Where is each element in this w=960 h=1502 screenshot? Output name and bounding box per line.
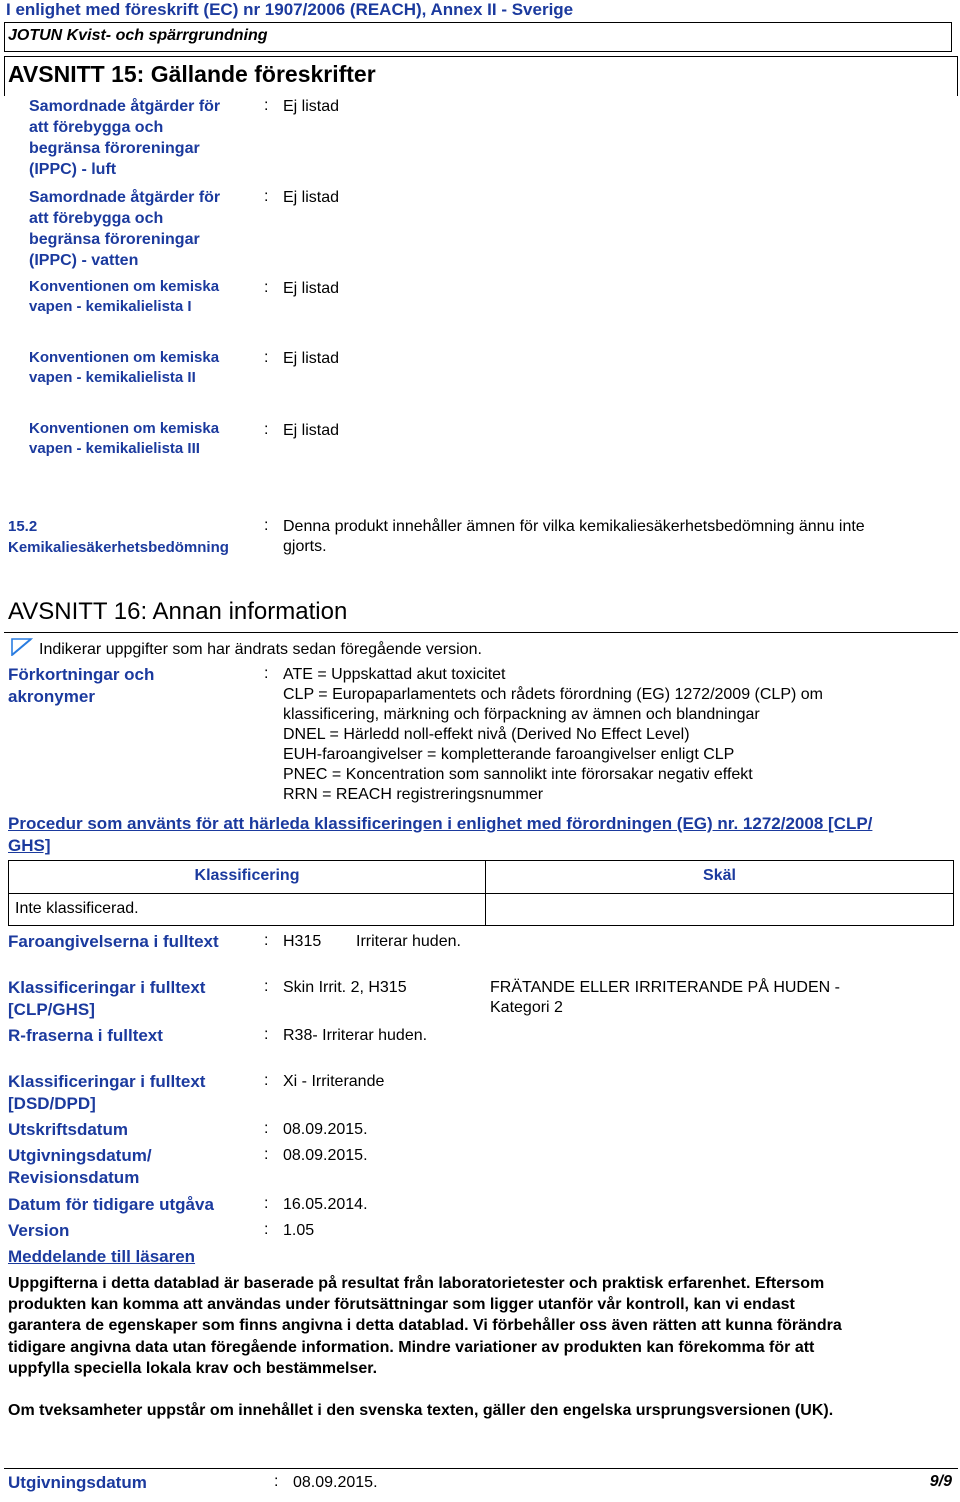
reader-notice-label: Meddelande till läsaren bbox=[8, 1247, 196, 1266]
previous-version-date-value: 16.05.2014. bbox=[283, 1196, 368, 1213]
cwc-list-2-value: Ej listad bbox=[283, 350, 340, 367]
classification-column-header: Klassificering bbox=[9, 861, 486, 894]
cwc-list-3-colon: : bbox=[264, 421, 269, 438]
language-note: Om tveksamheter uppstår om innehållet i den svenska texten, gäller den engelska ursprungsversionen (UK). bbox=[8, 1402, 834, 1419]
r-phrases-label: R-fraserna i fulltext bbox=[8, 1026, 163, 1045]
cwc-list-1-label: Konventionen om kemiska vapen - kemikalielista I bbox=[29, 278, 220, 315]
hazard-statements-colon: : bbox=[264, 932, 269, 949]
product-name: JOTUN Kvist- och spärrgrundning bbox=[8, 27, 268, 44]
cwc-list-3-label: Konventionen om kemiska vapen - kemikalielista III bbox=[29, 420, 220, 457]
ippc-air-colon: : bbox=[264, 97, 269, 114]
page-number: 9/9 bbox=[929, 1473, 952, 1490]
ippc-air-label: Samordnade åtgärder för att förebygga och begränsa föroreningar (IPPC) - luft bbox=[29, 98, 221, 178]
print-date-label: Utskriftsdatum bbox=[8, 1120, 128, 1139]
abbreviations-label: Förkortningar och akronymer bbox=[8, 665, 155, 706]
footer-issue-date-value: 08.09.2015. bbox=[293, 1474, 378, 1491]
previous-version-date-colon: : bbox=[264, 1195, 269, 1212]
reason-cell bbox=[486, 893, 954, 926]
chemical-safety-assessment-colon: : bbox=[264, 517, 269, 534]
reader-notice-text: Uppgifterna i detta datablad är baserade på resultat från laboratorietester och praktisk erfarenhet. Eftersom produkten kan komma att användas under förutsättningar som ligger utanför vår kontroll, kan vi endast garantera de egenskaper som finns angivna i detta datablad. Vi förbehåller oss även rätten att kunna förändra tidigare angivna data utan föregående information. Mindre variationer av produkten kan förekomma för att uppfylla speciella lokala krav och bestämmelser. bbox=[8, 1275, 842, 1377]
dsd-classification-value: Xi - Irriterande bbox=[283, 1073, 385, 1090]
chemical-safety-assessment-value: Denna produkt innehåller ämnen för vilka kemikaliesäkerhetsbedömning ännu inte gjorts. bbox=[283, 518, 865, 555]
cwc-list-2-label: Konventionen om kemiska vapen - kemikalielista II bbox=[29, 349, 220, 386]
hazard-code: H315 bbox=[283, 933, 322, 950]
clp-classification-label: Klassificeringar i fulltext [CLP/GHS] bbox=[8, 978, 206, 1019]
cwc-list-1-value: Ej listad bbox=[283, 280, 340, 297]
dsd-classification-colon: : bbox=[264, 1072, 269, 1089]
cwc-list-1-colon: : bbox=[264, 279, 269, 296]
hazard-text: Irriterar huden. bbox=[356, 933, 461, 950]
version-label: Version bbox=[8, 1221, 70, 1240]
section-16-divider bbox=[4, 632, 958, 633]
print-date-value: 08.09.2015. bbox=[283, 1121, 368, 1138]
hazard-statements-label: Faroangivelserna i fulltext bbox=[8, 932, 219, 951]
footer-colon: : bbox=[274, 1473, 279, 1490]
version-colon: : bbox=[264, 1221, 269, 1238]
reason-column-header: Skäl bbox=[486, 861, 954, 894]
clp-classification-colon: : bbox=[264, 978, 269, 995]
change-note: Indikerar uppgifter som har ändrats sedan föregående version. bbox=[39, 641, 482, 658]
classification-table bbox=[8, 860, 954, 926]
document-header-title: I enlighet med föreskrift (EC) nr 1907/2006 (REACH), Annex II - Sverige bbox=[6, 0, 574, 19]
ippc-air-value: Ej listad bbox=[283, 98, 340, 115]
abbreviations-colon: : bbox=[264, 665, 269, 682]
issue-date-colon: : bbox=[264, 1146, 269, 1163]
ippc-water-value: Ej listad bbox=[283, 189, 340, 206]
clp-classification-value: Skin Irrit. 2, H315 bbox=[283, 979, 407, 996]
changed-marker-icon bbox=[11, 638, 33, 656]
classification-procedure-heading: Procedur som använts för att härleda klassificeringen i enlighet med förordningen (EG) nr. 1272/2008 [CLP/ GHS] bbox=[8, 814, 873, 855]
chemical-safety-assessment-label: 15.2 Kemikaliesäkerhetsbedömning bbox=[8, 518, 229, 556]
section-16-title: AVSNITT 16: Annan information bbox=[8, 598, 348, 625]
footer-issue-date-label: Utgivningsdatum bbox=[8, 1473, 147, 1492]
classification-cell: Inte klassificerad. bbox=[9, 893, 486, 926]
footer-divider bbox=[4, 1468, 958, 1469]
abbreviations-list: ATE = Uppskattad akut toxicitet CLP = Europaparlamentets och rådets förordning (EG) 1272/2009 (CLP) om klassificering, märkning och förpackning av ämnen och blandningar DNEL = Härledd noll-effekt nivå (Derived No Effect Level) EUH-faroangivelser = kompletterande faroangivelser enligt CLP PNEC = Koncentration som sannolikt inte förorsakar negativ effekt RRN = REACH registreringsnummer bbox=[283, 666, 823, 803]
version-value: 1.05 bbox=[283, 1222, 315, 1239]
ippc-water-colon: : bbox=[264, 188, 269, 205]
issue-date-value: 08.09.2015. bbox=[283, 1147, 368, 1164]
section-15-title: AVSNITT 15: Gällande föreskrifter bbox=[8, 61, 376, 87]
r-phrases-value: R38- Irriterar huden. bbox=[283, 1027, 428, 1044]
cwc-list-2-colon: : bbox=[264, 349, 269, 366]
clp-classification-description: FRÄTANDE ELLER IRRITERANDE PÅ HUDEN - Kategori 2 bbox=[490, 979, 840, 1016]
print-date-colon: : bbox=[264, 1120, 269, 1137]
cwc-list-3-value: Ej listad bbox=[283, 422, 340, 439]
ippc-water-label: Samordnade åtgärder för att förebygga och begränsa föroreningar (IPPC) - vatten bbox=[29, 189, 221, 269]
dsd-classification-label: Klassificeringar i fulltext [DSD/DPD] bbox=[8, 1072, 206, 1113]
issue-date-label: Utgivningsdatum/ Revisionsdatum bbox=[8, 1146, 152, 1187]
previous-version-date-label: Datum för tidigare utgåva bbox=[8, 1195, 214, 1214]
r-phrases-colon: : bbox=[264, 1026, 269, 1043]
